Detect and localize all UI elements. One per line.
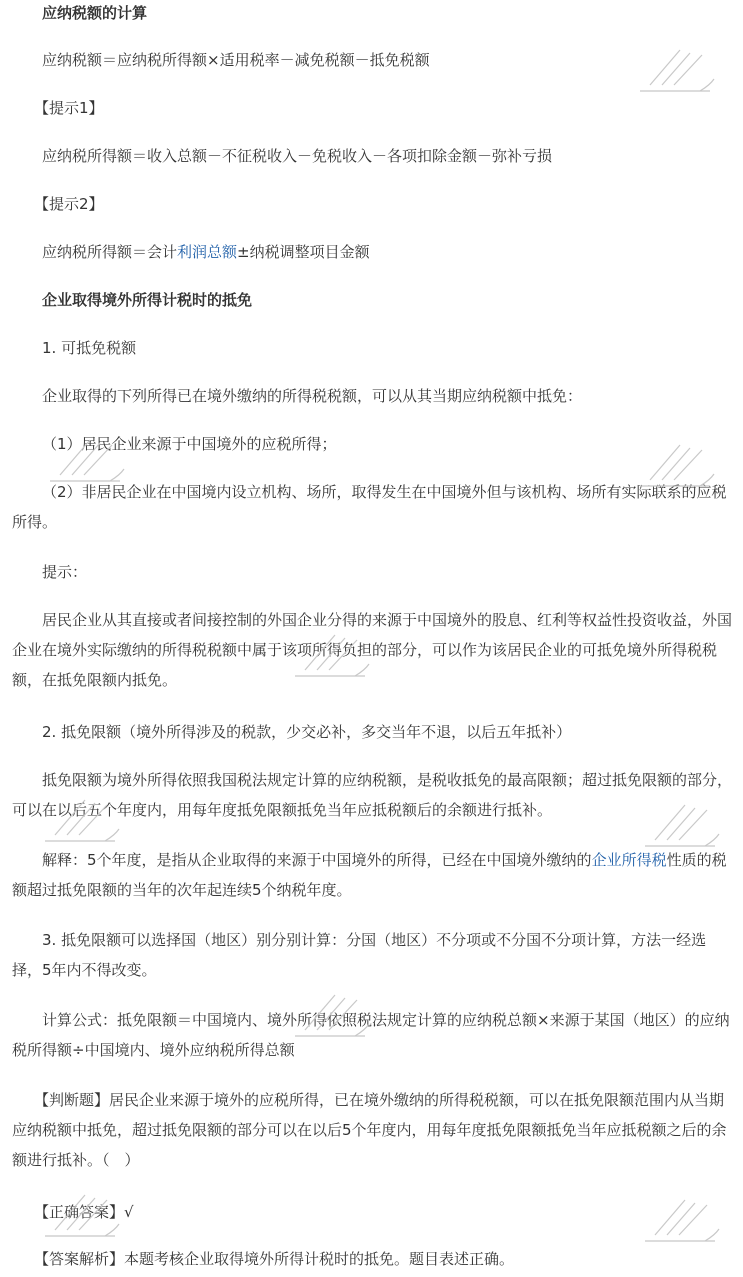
question-true-false: 【判断题】居民企业来源于境外的应税所得，已在境外缴纳的所得税税额，可以在抵免限额范围内从当期应纳税额中抵免，超过抵免限额的部分可以在以后5个年度内，用每年度抵免限额抵免当年应抵税额之后的余额进行抵补。（ ）: [12, 1091, 727, 1169]
formula-taxable-income-adjusted: [12, 242, 735, 262]
formula-prefix: 应纳税所得额＝会计: [42, 243, 178, 261]
list-item-resident: （1）居民企业来源于中国境外的应税所得；: [42, 435, 337, 453]
link-corporate-income-tax[interactable]: 企业所得税: [591, 851, 667, 869]
tip-1-label: 【提示1】: [34, 99, 104, 117]
section-heading-foreign-credit: 企业取得境外所得计税时的抵免: [42, 291, 253, 309]
formula-taxable-income: 应纳税所得额＝收入总额－不征税收入－免税收入－各项扣除金额－弥补亏损: [42, 147, 553, 165]
section-heading-tax-calculation: 应纳税额的计算: [42, 4, 148, 22]
paragraph-calculation-formula: 计算公式：抵免限额＝中国境内、境外所得依照税法规定计算的应纳税总额×来源于某国（地区）的应纳税所得额÷中国境内、境外应纳税所得总额: [12, 1011, 730, 1059]
link-total-profit[interactable]: 利润总额: [177, 243, 238, 261]
answer-analysis: 【答案解析】本题考核企业取得境外所得计税时的抵免。题目表述正确。: [34, 1250, 515, 1268]
explanation-suffix: 性质的税额超过抵免限额的当年的次年起连续5个纳税年度。: [12, 851, 727, 899]
subsection-creditable-tax: 1. 可抵免税额: [42, 339, 137, 357]
subsection-country-calculation: 3. 抵免限额可以选择国（地区）别分别计算：分国（地区）不分项或不分国不分项计算，方法一经选择，5年内不得改变。: [12, 931, 707, 979]
formula-suffix: ±纳税调整项目金额: [237, 243, 370, 261]
formula-tax-payable: 应纳税额＝应纳税所得额×适用税率－减免税额－抵免税额: [42, 51, 430, 69]
correct-answer: 【正确答案】√: [34, 1203, 134, 1221]
tip-3-label: 提示：: [42, 563, 88, 581]
tip-2-label: 【提示2】: [34, 195, 104, 213]
list-item-non-resident: （2）非居民企业在中国境内设立机构、场所，取得发生在中国境外但与该机构、场所有实际联系的应税所得。: [12, 483, 727, 531]
paragraph-creditable-intro: 企业取得的下列所得已在境外缴纳的所得税税额，可以从其当期应纳税额中抵免：: [42, 387, 583, 405]
paragraph-explanation: [12, 845, 735, 905]
paragraph-tip-3: 居民企业从其直接或者间接控制的外国企业分得的来源于中国境外的股息、红利等权益性投资收益，外国企业在境外实际缴纳的所得税税额中属于该项所得负担的部分，可以作为该居民企业的可抵免境外所得税税额，在抵免限额内抵免。: [12, 611, 733, 689]
explanation-prefix: 解释：5个年度，是指从企业取得的来源于中国境外的所得，已经在中国境外缴纳的: [42, 851, 592, 869]
subsection-credit-limit: 2. 抵免限额（境外所得涉及的税款，少交必补，多交当年不退，以后五年抵补）: [42, 723, 572, 741]
paragraph-credit-limit: 抵免限额为境外所得依照我国税法规定计算的应纳税额，是税收抵免的最高限额；超过抵免限额的部分，可以在以后五个年度内，用每年度抵免限额抵免当年应抵税额后的余额进行抵补。: [12, 771, 733, 819]
